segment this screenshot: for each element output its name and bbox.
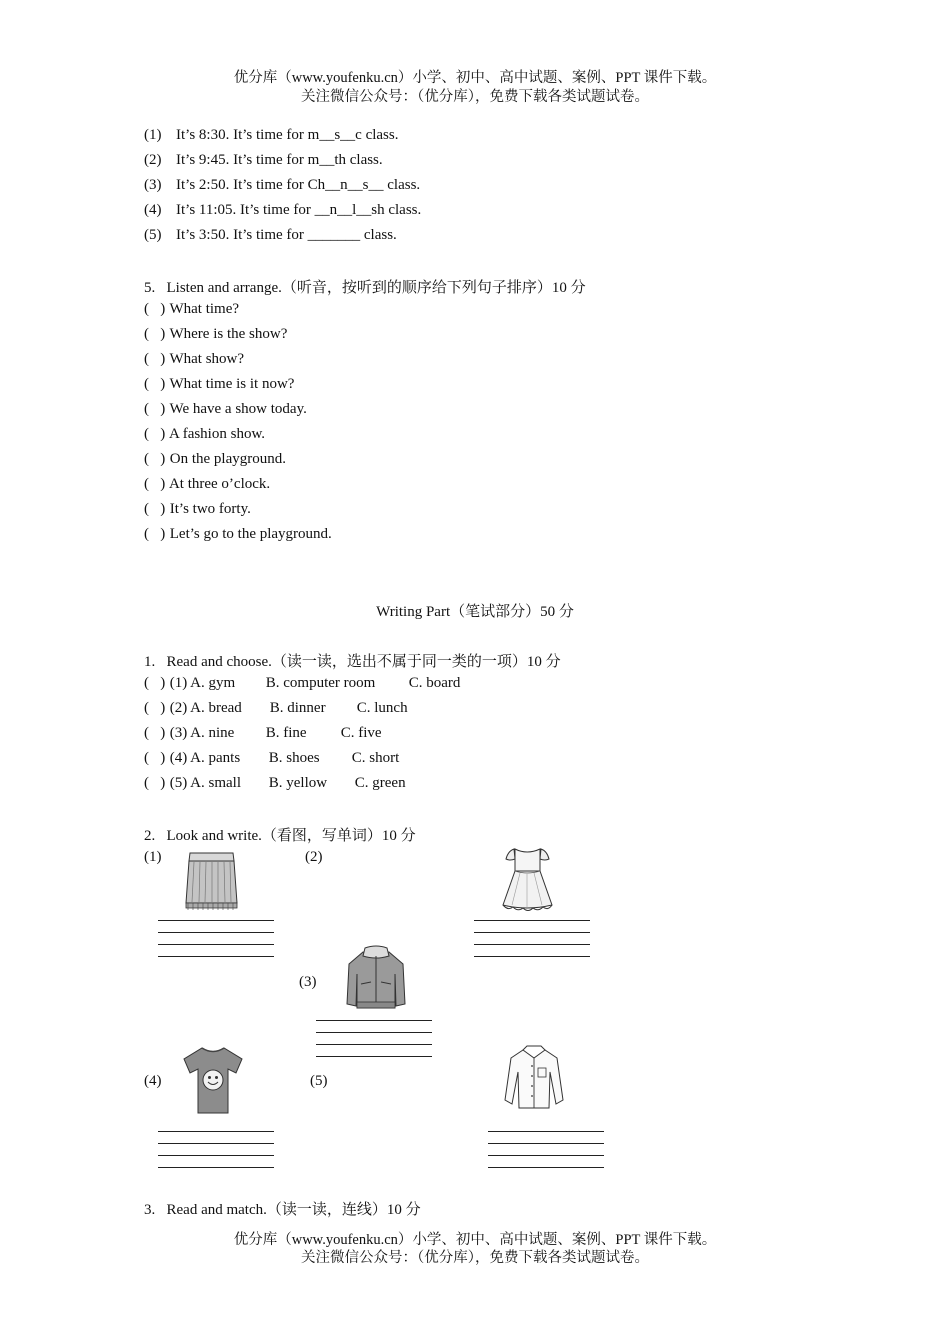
look-write-title: 2. Look and write.（看图，写单词）10 分 <box>144 828 416 844</box>
listen-arrange-title: 5. Listen and arrange.（听音，按听到的顺序给下列句子排序）10 分 <box>144 280 586 296</box>
picture-label-2: (2) <box>305 849 323 865</box>
page-footer-line2: 关注微信公众号：（优分库），免费下载各类试题试卷。 <box>301 1250 649 1266</box>
write-lines-2[interactable] <box>474 920 590 968</box>
page-footer-line1: 优分库（www.youfenku.cn）小学、初中、高中试题、案例、PPT 课件下载。 <box>233 1232 717 1248</box>
fill-blank-item: (3) It’s 2:50. It’s time for Ch__n__s__ class. <box>144 177 421 193</box>
arrange-item: ( ) On the playground. <box>144 451 286 467</box>
fill-blank-item: (1) It’s 8:30. It’s time for m__s__c class. <box>144 127 399 143</box>
choose-item: ( ) (4) A. pants B. shoes C. short <box>144 750 400 766</box>
picture-label-4: (4) <box>144 1073 162 1089</box>
t-shirt-icon <box>180 1045 246 1115</box>
arrange-item: ( ) A fashion show. <box>144 426 266 442</box>
dress-icon <box>500 845 555 915</box>
arrange-item: ( ) At three o’clock. <box>144 476 271 492</box>
skirt-icon <box>184 850 239 912</box>
choose-item: ( ) (5) A. small B. yellow C. green <box>144 775 406 791</box>
writing-part-title: Writing Part（笔试部分）50 分 <box>376 604 574 620</box>
fill-blank-item: (2) It’s 9:45. It’s time for m__th class. <box>144 152 383 168</box>
picture-label-5: (5) <box>310 1073 328 1089</box>
write-lines-5[interactable] <box>488 1131 604 1179</box>
arrange-item: ( ) What time is it now? <box>144 376 295 392</box>
fill-blank-item: (4) It’s 11:05. It’s time for __n__l__sh class. <box>144 202 422 218</box>
choose-item: ( ) (2) A. bread B. dinner C. lunch <box>144 700 408 716</box>
arrange-item: ( ) What time? <box>144 301 240 317</box>
write-lines-3[interactable] <box>316 1020 432 1068</box>
fill-blank-item: (5) It’s 3:50. It’s time for _______ class. <box>144 227 397 243</box>
page-header-line2: 关注微信公众号：（优分库），免费下载各类试题试卷。 <box>301 89 649 105</box>
choose-item: ( ) (1) A. gym B. computer room C. board <box>144 675 461 691</box>
page-header-line1: 优分库（www.youfenku.cn）小学、初中、高中试题、案例、PPT 课件下载。 <box>233 70 717 86</box>
arrange-item: ( ) Where is the show? <box>144 326 288 342</box>
picture-label-3: (3) <box>299 974 317 990</box>
arrange-item: ( ) It’s two forty. <box>144 501 251 517</box>
picture-label-1: (1) <box>144 849 162 865</box>
arrange-item: ( ) We have a show today. <box>144 401 307 417</box>
arrange-item: ( ) What show? <box>144 351 245 367</box>
read-match-title: 3. Read and match.（读一读，连线）10 分 <box>144 1202 421 1218</box>
read-choose-title: 1. Read and choose.（读一读，选出不属于同一类的一项）10 分 <box>144 654 561 670</box>
choose-item: ( ) (3) A. nine B. fine C. five <box>144 725 382 741</box>
arrange-item: ( ) Let’s go to the playground. <box>144 526 332 542</box>
write-lines-1[interactable] <box>158 920 274 968</box>
jacket-icon <box>345 944 407 1012</box>
write-lines-4[interactable] <box>158 1131 274 1179</box>
shirt-icon <box>503 1044 565 1112</box>
